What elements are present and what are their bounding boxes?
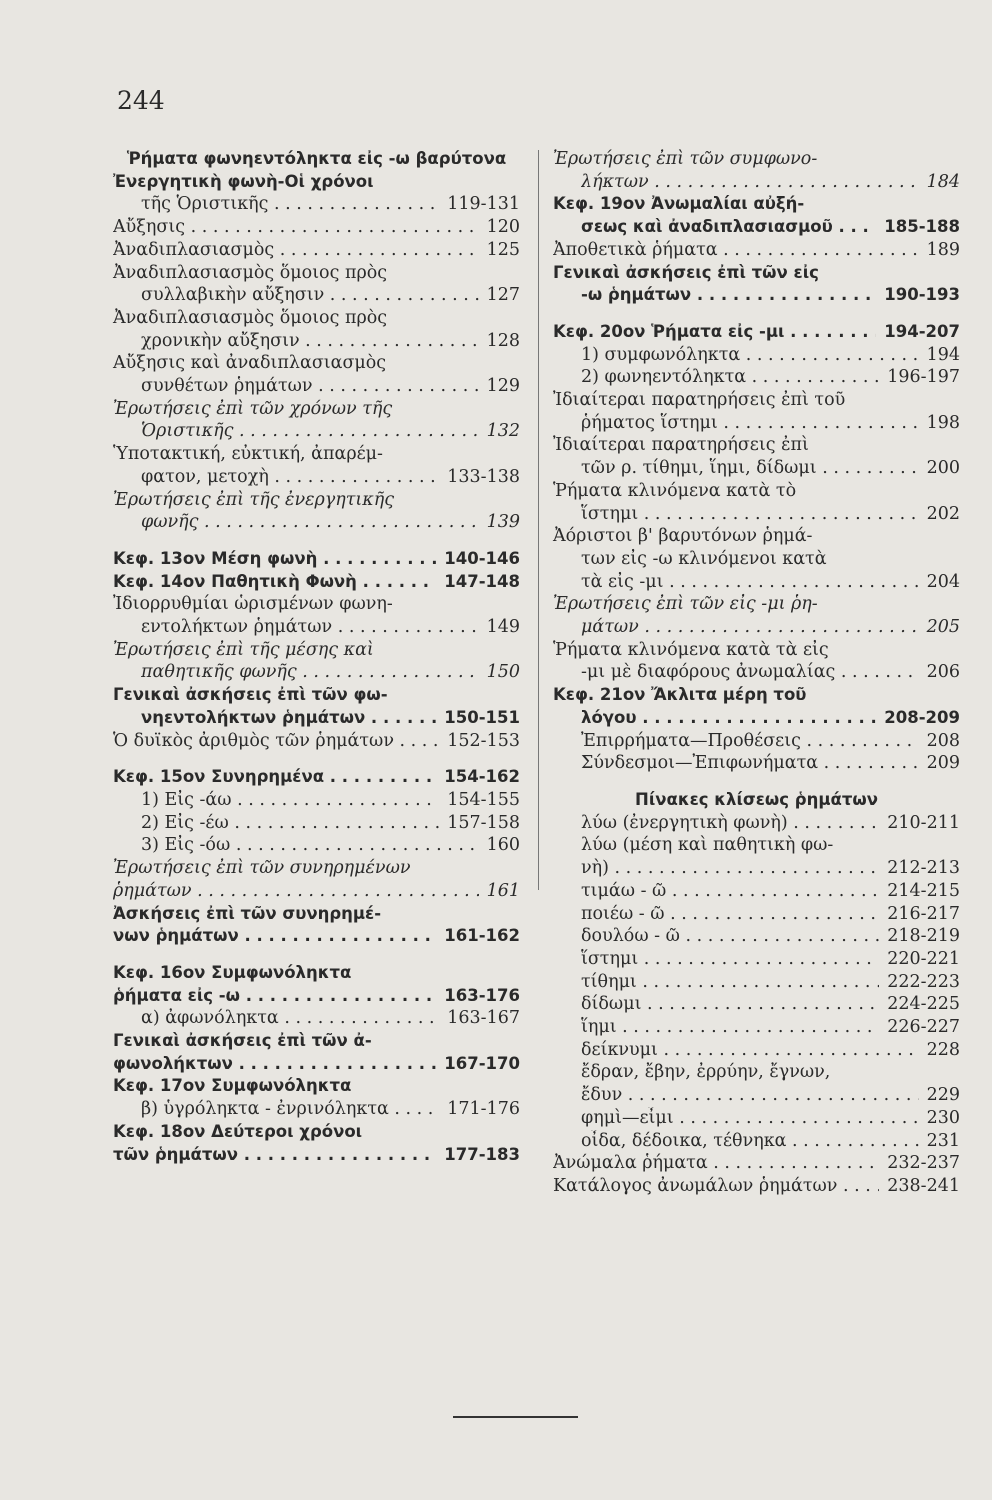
toc-entry	[553, 525, 960, 548]
toc-entry-page: 208-209	[884, 707, 960, 727]
toc-entry	[113, 307, 520, 330]
toc-entry-page: 120	[486, 217, 520, 238]
toc-entry-title: Ἀναδιπλασιασμὸς ὅμοιος πρὸς	[113, 262, 388, 283]
toc-entry-title: τιμάω - ῶ . . .	[581, 880, 879, 903]
toc-entry-title: Κεφ. 14ον Παθητικὴ Φωνὴ . . .	[113, 571, 436, 594]
toc-entry-page: 228	[926, 1039, 960, 1060]
toc-entry-page: 147-148	[444, 571, 520, 591]
toc-entry	[113, 766, 520, 789]
toc-entry-title: λήκτων . . .	[581, 171, 919, 194]
toc-entry	[553, 707, 960, 730]
toc-entry	[553, 993, 960, 1016]
toc-entry-title: ἵημι . . .	[581, 1016, 879, 1039]
toc-entry-page: 222-223	[887, 971, 960, 992]
toc-entry-page: 216-217	[887, 903, 960, 924]
toc-entry	[553, 1039, 960, 1062]
toc-entry-title: παθητικῆς φωνῆς . . .	[141, 661, 479, 684]
toc-entry-page: 133-138	[447, 466, 520, 487]
toc-entry-title: Ὁ δυϊκὸς ἀριθμὸς τῶν ῥημάτων . . .	[113, 730, 439, 753]
toc-entry-title: Ἐρωτήσεις ἐπὶ τῆς ἐνεργητικῆς	[113, 489, 395, 510]
toc-entry-title: Ἰδιαίτεραι παρατηρήσεις ἐπὶ	[553, 435, 809, 456]
toc-entry-title: Ῥήματα κλινόμενα κατὰ τὸ	[553, 480, 797, 501]
toc-entry	[113, 1144, 520, 1167]
toc-entry-title: 3) Εἰς -όω . . .	[141, 834, 479, 857]
toc-entry-page: 129	[486, 376, 520, 397]
toc-entry-title: Ὑποτακτική, εὐκτική, ἀπαρέμ-	[113, 444, 383, 465]
toc-entry-title: Ἀναδιπλασιασμὸς . . .	[113, 239, 479, 262]
toc-entry	[553, 366, 960, 389]
toc-entry-page: 127	[486, 285, 520, 306]
toc-entry-title: Κεφ. 15ον Συνηρημένα . . .	[113, 766, 436, 789]
toc-entry	[113, 352, 520, 375]
toc-entry-page: 119-131	[447, 194, 520, 215]
toc-entry-title: Ἀσκήσεις ἐπὶ τῶν συνηρημέ-	[113, 903, 382, 923]
toc-entry	[553, 730, 960, 753]
toc-entry	[113, 1098, 520, 1121]
toc-entry	[553, 457, 960, 480]
toc-entry	[113, 239, 520, 262]
toc-entry	[553, 616, 960, 639]
footer-rule	[453, 1416, 578, 1418]
toc-entry-title: 2) Εἰς -έω . . .	[141, 812, 439, 835]
toc-entry	[553, 1084, 960, 1107]
toc-entry-page: 150-151	[444, 707, 520, 727]
toc-entry	[553, 639, 960, 662]
toc-entry-page: 214-215	[887, 880, 960, 901]
toc-entry-title: Κεφ. 16ον Συμφωνόληκτα	[113, 962, 352, 982]
toc-entry-page: 152-153	[447, 730, 520, 751]
toc-entry-page: 200	[926, 458, 960, 479]
toc-entry-title: τῆς Ὁριστικῆς . . .	[141, 193, 439, 216]
toc-entry-page: 202	[926, 503, 960, 524]
toc-entry	[113, 375, 520, 398]
toc-entry	[553, 1152, 960, 1175]
toc-entry	[553, 480, 960, 503]
toc-entry	[113, 985, 520, 1008]
toc-entry-title: φατον, μετοχὴ . . .	[141, 466, 439, 489]
toc-entry	[553, 1130, 960, 1153]
toc-entry-page: 232-237	[887, 1153, 960, 1174]
toc-entry-page: 224-225	[887, 994, 960, 1015]
toc-entry	[113, 1007, 520, 1030]
toc-left-column	[113, 148, 520, 1166]
page-number: 244	[117, 86, 165, 115]
toc-entry-page: 149	[486, 617, 520, 638]
toc-entry	[113, 489, 520, 512]
toc-entry-title: Ἀποθετικὰ ῥήματα . . .	[553, 239, 919, 262]
toc-entry	[113, 925, 520, 948]
toc-entry-page: 140-146	[444, 548, 520, 568]
toc-entry-title: -μι μὲ διαφόρους ἀνωμαλίας . . .	[581, 661, 919, 684]
toc-entry-title: Πίνακες κλίσεως ῥημάτων	[635, 789, 878, 809]
toc-entry-title: τίθημι . . .	[581, 971, 879, 994]
toc-entry-title: των εἰς -ω κλινόμενοι κατὰ	[581, 548, 827, 569]
toc-entry-title: Κεφ. 19ον Ἀνωμαλίαι αὐξή-	[553, 194, 805, 214]
toc-entry-page: 204	[926, 571, 960, 592]
toc-entry-title: λύω (μέση καὶ παθητικὴ φω-	[581, 835, 834, 856]
toc-entry	[553, 344, 960, 367]
toc-entry	[553, 503, 960, 526]
toc-entry	[553, 171, 960, 194]
toc-entry-title: νηεντολήκτων ῥημάτων . . .	[141, 707, 436, 730]
toc-entry-title: νὴ) . . .	[581, 857, 879, 880]
toc-entry-title: λύω (ἐνεργητικὴ φωνὴ) . . .	[581, 812, 879, 835]
toc-entry	[113, 193, 520, 216]
toc-entry-page: 154-155	[447, 789, 520, 810]
toc-entry-page: 189	[926, 239, 960, 260]
toc-entry	[553, 1016, 960, 1039]
toc-entry-page: 212-213	[887, 858, 960, 879]
toc-entry-title: σεως καὶ ἀναδιπλασιασμοῦ . . .	[581, 216, 876, 239]
toc-entry	[113, 661, 520, 684]
toc-entry	[553, 389, 960, 412]
toc-entry-title: μάτων . . .	[581, 616, 919, 639]
toc-entry-page: 163-176	[444, 985, 520, 1005]
toc-entry-title: Ἀναδιπλασιασμὸς ὅμοιος πρὸς	[113, 307, 388, 328]
toc-entry-page: 171-176	[447, 1099, 520, 1120]
toc-entry	[113, 962, 520, 985]
toc-entry-page: 229	[926, 1085, 960, 1106]
toc-entry-title: Ῥήματα φωνηεντόληκτα εἰς -ω βαρύτονα	[126, 149, 507, 168]
toc-entry	[553, 857, 960, 880]
toc-entry	[113, 1121, 520, 1144]
toc-entry-title: Ἐρωτήσεις ἐπὶ τῆς μέσης καὶ	[113, 639, 374, 660]
toc-entry	[553, 284, 960, 307]
toc-entry-page: 210-211	[887, 812, 960, 833]
toc-entry	[113, 812, 520, 835]
toc-entry	[113, 730, 520, 753]
toc-right-column	[553, 148, 960, 1198]
toc-entry-page: 208	[926, 730, 960, 751]
toc-entry	[553, 948, 960, 971]
toc-entry-title: δείκνυμι . . .	[581, 1039, 919, 1062]
toc-entry-title: Ἐρωτήσεις ἐπὶ τῶν συνηρημένων	[113, 858, 411, 879]
toc-entry	[553, 216, 960, 239]
toc-entry-title: Αὔξησις καὶ ἀναδιπλασιασμὸς	[113, 353, 387, 374]
toc-entry-title: Κεφ. 13ον Μέση φωνὴ . . .	[113, 548, 436, 571]
toc-entry-title: ἔδυν . . .	[581, 1084, 919, 1107]
toc-entry-title: τὰ εἰς -μι . . .	[581, 571, 919, 594]
toc-entry	[113, 593, 520, 616]
toc-entry	[553, 321, 960, 344]
toc-entry	[113, 834, 520, 857]
toc-entry	[113, 171, 520, 194]
toc-entry-title: ῥημάτων . . .	[113, 880, 479, 903]
toc-entry-page: 226-227	[887, 1017, 960, 1038]
toc-entry-title: τῶν ῥημάτων . . .	[113, 1144, 436, 1167]
toc-entry-title: Αὔξησις . . .	[113, 216, 479, 239]
toc-entry	[553, 593, 960, 616]
toc-entry-page: 161	[486, 880, 520, 901]
toc-entry-title: Ἀνώμαλα ῥήματα . . .	[553, 1152, 879, 1175]
toc-entry-page: 230	[926, 1107, 960, 1128]
toc-entry	[113, 1030, 520, 1053]
toc-entry-page: 161-162	[444, 926, 520, 946]
toc-entry-title: ῥήματα εἰς -ω . . .	[113, 985, 436, 1008]
toc-entry-page: 220-221	[887, 948, 960, 969]
toc-entry-page: 198	[926, 412, 960, 433]
toc-entry	[113, 1053, 520, 1076]
toc-entry	[113, 1075, 520, 1098]
toc-entry-title: Κεφ. 18ον Δεύτεροι χρόνοι	[113, 1121, 363, 1141]
toc-entry	[553, 548, 960, 571]
toc-entry-title: Ἐρωτήσεις ἐπὶ τῶν χρόνων τῆς	[113, 398, 393, 419]
toc-entry-title: ἵστημι . . .	[581, 948, 879, 971]
toc-entry-page: 160	[486, 835, 520, 856]
toc-entry	[553, 239, 960, 262]
toc-entry-title: ἵστημι . . .	[581, 503, 919, 526]
toc-entry-title: δουλόω - ῶ . . .	[581, 925, 879, 948]
toc-entry	[553, 789, 960, 812]
toc-entry-title: Ῥήματα κλινόμενα κατὰ τὰ εἰς	[553, 639, 829, 660]
toc-entry-page: 194-207	[884, 321, 960, 341]
toc-entry	[113, 443, 520, 466]
toc-entry-title: λόγου . . .	[581, 707, 876, 730]
toc-entry-title: α) ἀφωνόληκτα . . .	[141, 1007, 439, 1030]
toc-entry-title: Γενικαὶ ἀσκήσεις ἐπὶ τῶν φω-	[113, 685, 388, 705]
toc-entry	[553, 925, 960, 948]
toc-entry	[113, 857, 520, 880]
toc-entry-title: Ἐρωτήσεις ἐπὶ τῶν εἰς -μι ῥη-	[553, 594, 818, 615]
toc-entry-title: Ἐπιρρήματα—Προθέσεις . . .	[581, 730, 919, 753]
toc-entry-title: 1) Εἰς -άω . . .	[141, 789, 439, 812]
toc-entry-page: 190-193	[884, 285, 960, 305]
toc-entry-title: φωνολήκτων . . .	[113, 1053, 436, 1076]
toc-entry-title: φωνῆς . . .	[141, 511, 479, 534]
toc-entry	[113, 548, 520, 571]
toc-entry	[113, 420, 520, 443]
toc-entry-page: 185-188	[884, 217, 960, 237]
toc-entry	[553, 262, 960, 285]
toc-entry-title: 2) φωνηεντόληκτα . . .	[581, 366, 879, 389]
toc-entry	[113, 789, 520, 812]
toc-entry-page: 139	[486, 512, 520, 533]
toc-entry	[113, 707, 520, 730]
toc-entry-title: συλλαβικὴν αὔξησιν . . .	[141, 284, 479, 307]
toc-entry-page: 194	[926, 344, 960, 365]
toc-entry-title: Κεφ. 17ον Συμφωνόληκτα	[113, 1076, 352, 1096]
toc-entry-page: 128	[486, 330, 520, 351]
toc-entry-page: 218-219	[887, 926, 960, 947]
toc-entry	[113, 511, 520, 534]
toc-entry-title: εντολήκτων ῥημάτων . . .	[141, 616, 479, 639]
toc-entry	[113, 903, 520, 926]
toc-entry-title: ἔδραν, ἔβην, ἐρρύην, ἔγνων,	[581, 1062, 831, 1083]
toc-entry	[113, 148, 520, 171]
toc-entry-title: Ὁριστικῆς . . .	[141, 420, 479, 443]
toc-entry	[553, 412, 960, 435]
toc-entry-title: Ἰδιαίτεραι παρατηρήσεις ἐπὶ τοῦ	[553, 390, 846, 411]
toc-entry-title: χρονικὴν αὔξησιν . . .	[141, 330, 479, 353]
toc-entry	[553, 193, 960, 216]
toc-entry-title: ῥήματος ἵστημι . . .	[581, 412, 919, 435]
toc-entry	[113, 284, 520, 307]
toc-entry	[553, 684, 960, 707]
toc-entry	[113, 639, 520, 662]
toc-entry-title: -ω ῥημάτων . . .	[581, 284, 876, 307]
toc-entry-title: δίδωμι . . .	[581, 993, 879, 1016]
toc-entry-page: 167-170	[444, 1053, 520, 1073]
toc-entry-title: νων ῥημάτων . . .	[113, 925, 436, 948]
toc-entry	[113, 684, 520, 707]
toc-entry	[113, 616, 520, 639]
toc-entry-page: 163-167	[447, 1008, 520, 1029]
toc-entry	[553, 434, 960, 457]
toc-entry	[553, 903, 960, 926]
toc-entry-title: Γενικαὶ ἀσκήσεις ἐπὶ τῶν ἀ-	[113, 1031, 372, 1051]
toc-entry-title: Ἐρωτήσεις ἐπὶ τῶν συμφωνο-	[553, 149, 818, 169]
toc-entry-page: 157-158	[447, 812, 520, 833]
toc-entry-title: Γενικαὶ ἀσκήσεις ἐπὶ τῶν εἰς	[553, 262, 819, 282]
toc-entry	[553, 834, 960, 857]
toc-entry-page: 205	[926, 617, 960, 638]
toc-entry	[113, 880, 520, 903]
toc-entry-title: τῶν ρ. τίθημι, ἵημι, δίδωμι . . .	[581, 457, 919, 480]
toc-entry	[113, 262, 520, 285]
toc-entry	[553, 571, 960, 594]
toc-entry	[553, 971, 960, 994]
toc-entry-page: 132	[486, 421, 520, 442]
toc-entry-title: συνθέτων ῥημάτων . . .	[141, 375, 479, 398]
toc-entry	[553, 880, 960, 903]
toc-entry	[553, 661, 960, 684]
toc-entry-title: ποιέω - ῶ . . .	[581, 903, 879, 926]
toc-entry-title: β) ὑγρόληκτα - ἐνρινόληκτα . . .	[141, 1098, 439, 1121]
toc-entry	[113, 330, 520, 353]
toc-entry-title: Ἰδιορρυθμίαι ὡρισμένων φωνη-	[113, 594, 393, 615]
toc-entry-page: 206	[926, 662, 960, 683]
toc-entry-title: Κατάλογος ἀνωμάλων ῥημάτων . . .	[553, 1175, 879, 1198]
toc-entry-page: 150	[486, 662, 520, 683]
toc-entry-title: Ἀόριστοι β' βαρυτόνων ῥημά-	[553, 526, 813, 547]
toc-entry-title: Κεφ. 21ον Ἄκλιτα μέρη τοῦ	[553, 685, 807, 705]
toc-entry-title: 1) συμφωνόληκτα . . .	[581, 344, 919, 367]
toc-entry-title: οἶδα, δέδοικα, τέθνηκα . . .	[581, 1130, 919, 1153]
column-divider	[538, 150, 539, 890]
toc-entry-page: 125	[486, 239, 520, 260]
toc-entry	[113, 216, 520, 239]
toc-entry-title: Κεφ. 20ον Ῥήματα εἰς -μι . . .	[553, 321, 876, 344]
toc-entry	[553, 812, 960, 835]
toc-entry-page: 231	[926, 1130, 960, 1151]
toc-entry-title: Ἐνεργητικὴ φωνὴ-Οἱ χρόνοι	[113, 171, 374, 191]
toc-entry-page: 196-197	[887, 367, 960, 388]
toc-entry-page: 154-162	[444, 767, 520, 787]
toc-entry-page: 238-241	[887, 1175, 960, 1196]
toc-entry-page: 209	[926, 753, 960, 774]
toc-entry	[553, 148, 960, 171]
toc-entry	[553, 1061, 960, 1084]
toc-entry	[553, 752, 960, 775]
toc-entry	[113, 466, 520, 489]
toc-entry-title: Σύνδεσμοι—Ἐπιφωνήματα . . .	[581, 752, 919, 775]
toc-entry-page: 177-183	[444, 1144, 520, 1164]
toc-entry	[553, 1107, 960, 1130]
toc-entry-page: 184	[926, 171, 960, 192]
toc-entry	[113, 571, 520, 594]
toc-entry-title: φημὶ—εἶμι . . .	[581, 1107, 919, 1130]
toc-entry	[113, 398, 520, 421]
toc-entry	[553, 1175, 960, 1198]
